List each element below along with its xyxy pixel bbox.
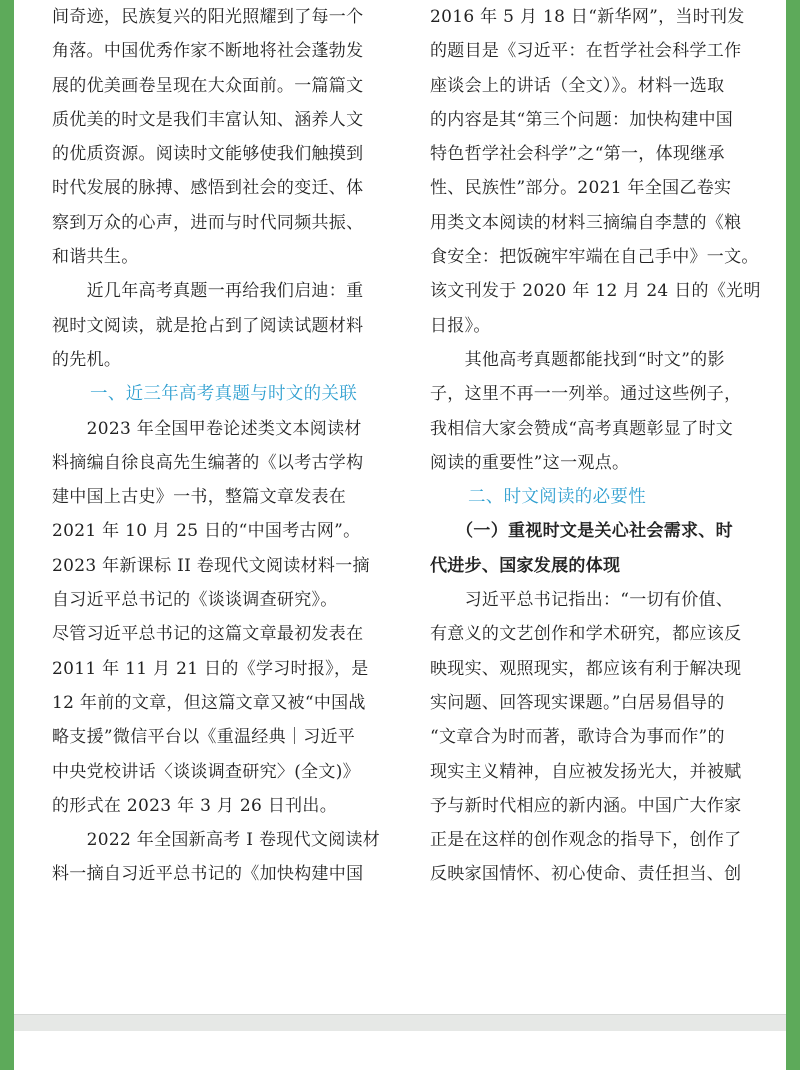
text-line: 时代发展的脉搏、感悟到社会的变迁、体 bbox=[52, 178, 364, 199]
text-line: 日报》。 bbox=[430, 315, 491, 336]
text-line: 予与新时代相应的新内涵。中国广大作家 bbox=[430, 795, 742, 816]
text-line: 和谐共生。 bbox=[52, 247, 139, 268]
text-line: 正是在这样的创作观念的指导下，创作了 bbox=[430, 830, 742, 851]
text-line: 近几年高考真题一再给我们启迪：重 bbox=[52, 281, 364, 302]
text-line: 座谈会上的讲话（全文）》。材料一选取 bbox=[430, 75, 725, 96]
text-line: 习近平总书记指出：“一切有价值、 bbox=[430, 590, 734, 611]
text-line: 子，这里不再一一列举。通过这些例子， bbox=[430, 384, 742, 405]
text-line: 现实主义精神，自应被发扬光大，并被赋 bbox=[430, 761, 742, 782]
text-line: 2016 年 5 月 18 日“新华网”，当时刊发 bbox=[430, 7, 745, 27]
text-line: 角落。中国优秀作家不断地将社会蓬勃发 bbox=[52, 41, 364, 62]
text-line: 的题目是《习近平：在哲学社会科学工作 bbox=[430, 41, 742, 62]
text-line: 的优质资源。阅读时文能够使我们触摸到 bbox=[52, 144, 364, 165]
text-line: 食安全：把饭碗牢牢端在自己手中》一文。 bbox=[430, 247, 759, 268]
text-line: 质优美的时文是我们丰富认知、涵养人文 bbox=[52, 109, 364, 130]
text-line: “文章合为时而著，歌诗合为事而作”的 bbox=[430, 727, 725, 748]
text-line: 的形式在 2023 年 3 月 26 日刊出。 bbox=[52, 795, 338, 816]
paragraph bbox=[430, 343, 768, 480]
subsection-heading bbox=[430, 514, 768, 583]
text-line: 有意义的文艺创作和学术研究，都应该反 bbox=[430, 624, 742, 645]
paragraph bbox=[430, 0, 768, 343]
text-line: （一）重视时文是关心社会需求、时 bbox=[430, 521, 733, 542]
text-line: 自习近平总书记的《谈谈调查研究》。 bbox=[52, 590, 338, 611]
text-line: 代进步、国家发展的体现 bbox=[430, 555, 621, 576]
text-line: 映现实、观照现实，都应该有利于解决现 bbox=[430, 658, 742, 679]
text-line: 性、民族性”部分。2021 年全国乙卷实 bbox=[430, 178, 732, 199]
right-column bbox=[430, 0, 768, 892]
text-line: 料一摘自习近平总书记的《加快构建中国 bbox=[52, 864, 364, 885]
text-line: 察到万众的心声，进而与时代同频共振、 bbox=[52, 212, 364, 233]
text-line: 2021 年 10 月 25 日的“中国考古网”。 bbox=[52, 521, 361, 542]
paragraph bbox=[52, 823, 390, 892]
text-line: 其他高考真题都能找到“时文”的影 bbox=[430, 349, 725, 370]
section-heading: 一、近三年高考真题与时文的关联 bbox=[90, 384, 357, 405]
text-line: 间奇迹，民族复兴的阳光照耀到了每一个 bbox=[52, 7, 364, 27]
text-line: 料摘编自徐良高先生编著的《以考古学构 bbox=[52, 452, 364, 473]
text-line: 的先机。 bbox=[52, 349, 122, 370]
paragraph bbox=[52, 0, 390, 274]
next-page-sheet bbox=[14, 1031, 786, 1070]
text-line: 2011 年 11 月 21 日的《学习时报》，是 bbox=[52, 658, 369, 679]
text-line: 2023 年全国甲卷论述类文本阅读材 bbox=[52, 418, 362, 439]
text-line: 略支援”微信平台以《重温经典｜习近平 bbox=[52, 727, 356, 748]
text-line: 实问题、回答现实课题。”白居易倡导的 bbox=[430, 692, 725, 713]
text-line: 展的优美画卷呈现在大众面前。一篇篇文 bbox=[52, 75, 364, 96]
page-divider bbox=[14, 1014, 786, 1031]
text-line: 中央党校讲话〈谈谈调查研究〉(全文)》 bbox=[52, 761, 360, 782]
text-line: 用类文本阅读的材料三摘编自李慧的《粮 bbox=[430, 212, 742, 233]
text-line: 2022 年全国新高考 I 卷现代文阅读材 bbox=[52, 830, 381, 851]
paragraph bbox=[52, 412, 390, 824]
text-line: 我相信大家会赞成“高考真题彰显了时文 bbox=[430, 418, 734, 439]
left-column bbox=[52, 0, 390, 892]
text-line: 2023 年新课标 II 卷现代文阅读材料一摘 bbox=[52, 555, 370, 576]
text-line: 特色哲学社会科学”之“第一，体现继承 bbox=[430, 144, 725, 165]
text-line: 12 年前的文章，但这篇文章又被“中国战 bbox=[52, 692, 366, 713]
text-line: 尽管习近平总书记的这篇文章最初发表在 bbox=[52, 624, 364, 645]
section-heading: 二、时文阅读的必要性 bbox=[468, 487, 646, 508]
paragraph bbox=[430, 583, 768, 892]
paragraph bbox=[52, 274, 390, 377]
text-line: 反映家国情怀、初心使命、责任担当、创 bbox=[430, 864, 742, 885]
text-line: 阅读的重要性”这一观点。 bbox=[430, 452, 630, 473]
text-line: 该文刊发于 2020 年 12 月 24 日的《光明 bbox=[430, 281, 761, 302]
text-line: 的内容是其“第三个问题：加快构建中国 bbox=[430, 109, 734, 130]
text-line: 视时文阅读，就是抢占到了阅读试题材料 bbox=[52, 315, 364, 336]
text-line: 建中国上古史》一书，整篇文章发表在 bbox=[52, 487, 347, 508]
